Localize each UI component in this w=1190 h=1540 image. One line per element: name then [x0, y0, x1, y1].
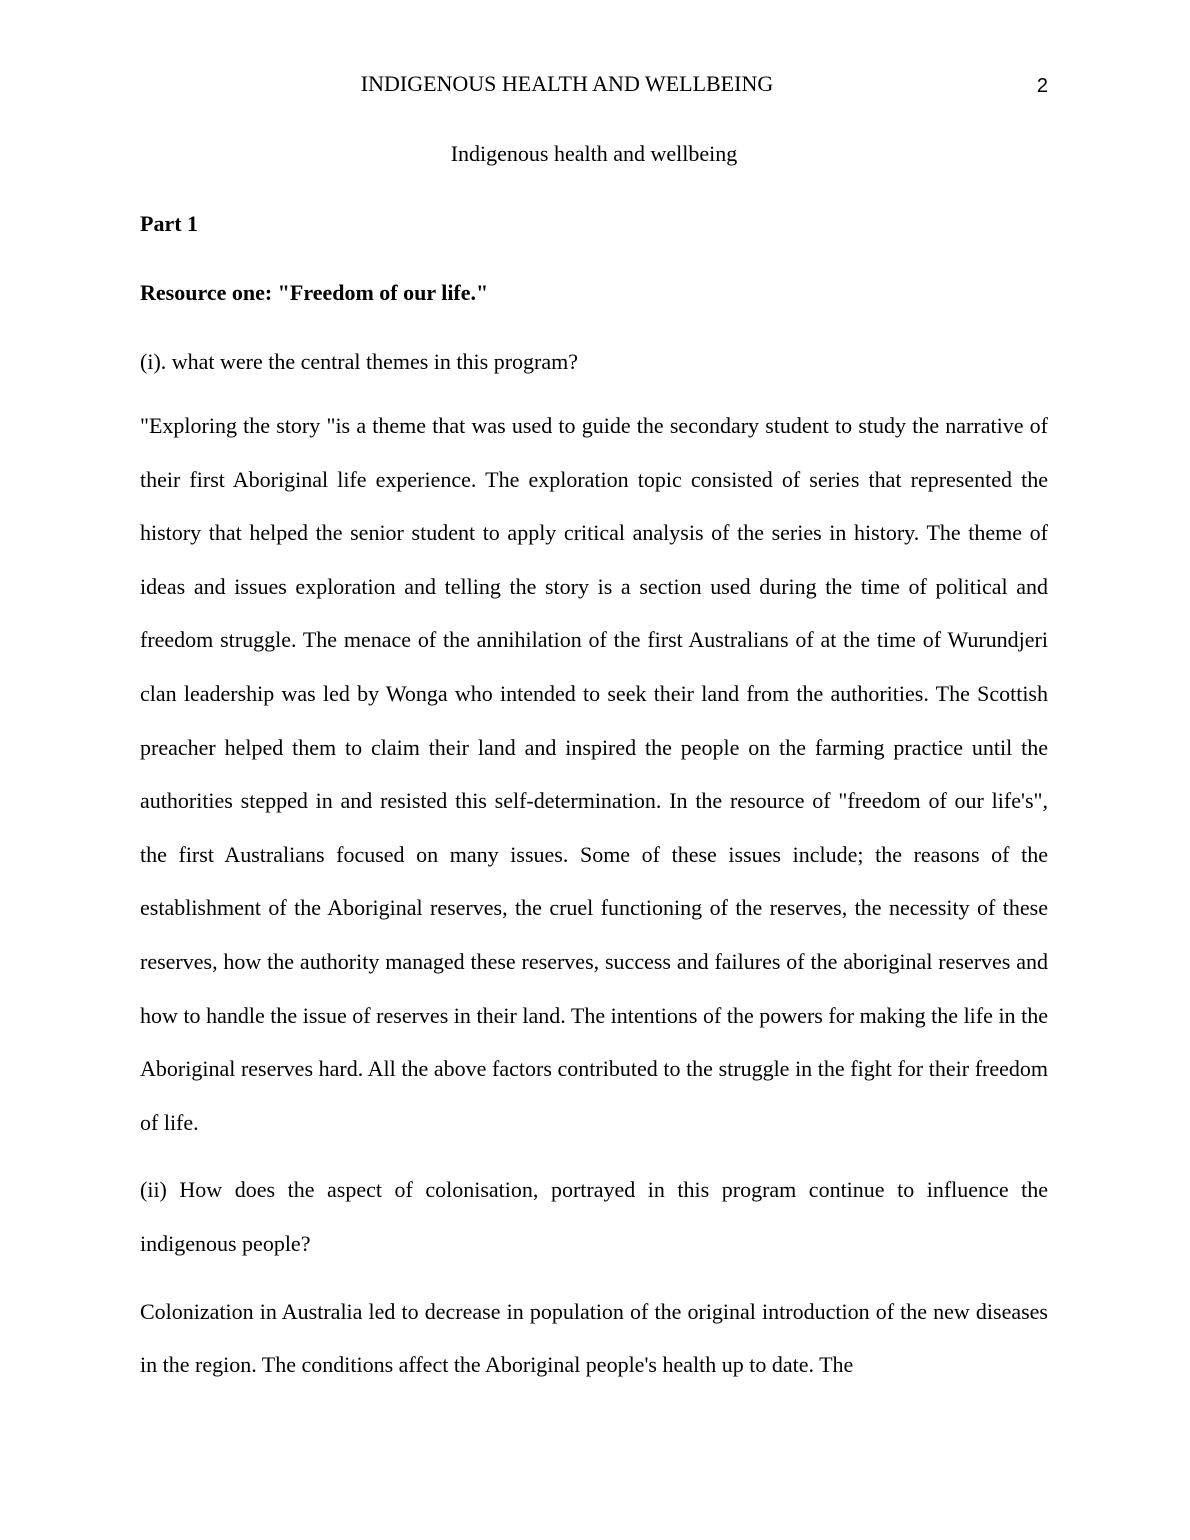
answer-one-paragraph: "Exploring the story "is a theme that was used to guide the secondary student to study the narrative of their first Aboriginal life experience. The exploration topic consisted of series that represented the history that helped the senior student to apply critical analysis of the series in history. The theme of ideas and issues exploration and telling the story is a section used during the time of political and freedom struggle. The menace of the annihilation of the first Australians of at the time of Wurundjeri clan leadership was led by Wonga who intended to seek their land from the authorities. The Scottish preacher helped them to claim their land and inspired the people on the farming practice until the authorities stepped in and resisted this self-determination. In the resource of "freedom of our life's", the first Australians focused on many issues. Some of these issues include; the reasons of the establishment of the Aboriginal reserves, the cruel functioning of the reserves, the necessity of these reserves, how the authority managed these reserves, success and failures of the aboriginal reserves and how to handle the issue of reserves in their land. The intentions of the powers for making the life in the Aboriginal reserves hard. All the above factors contributed to the struggle in the fight for their freedom of life.	[140, 413, 1048, 1135]
answer-two-paragraph: Colonization in Australia led to decrease in population of the original introduction of the new diseases in the region. The conditions affect the Aboriginal people's health up to date. The	[140, 1298, 1048, 1378]
page-number: 2	[1036, 75, 1048, 97]
running-head	[140, 70, 1048, 98]
resource-heading: Resource one: "Freedom of our life."	[140, 280, 489, 305]
question-two: (ii) How does the aspect of colonisation, portrayed in this program continue to influence the indigenous people?	[140, 1177, 1048, 1256]
document-body	[140, 140, 1048, 1406]
question-one: (i). what were the central themes in this program?	[140, 349, 579, 374]
part-heading: Part 1	[140, 211, 199, 236]
document-title: Indigenous health and wellbeing	[450, 141, 738, 166]
running-head-title: INDIGENOUS HEALTH AND WELLBEING	[360, 71, 774, 96]
